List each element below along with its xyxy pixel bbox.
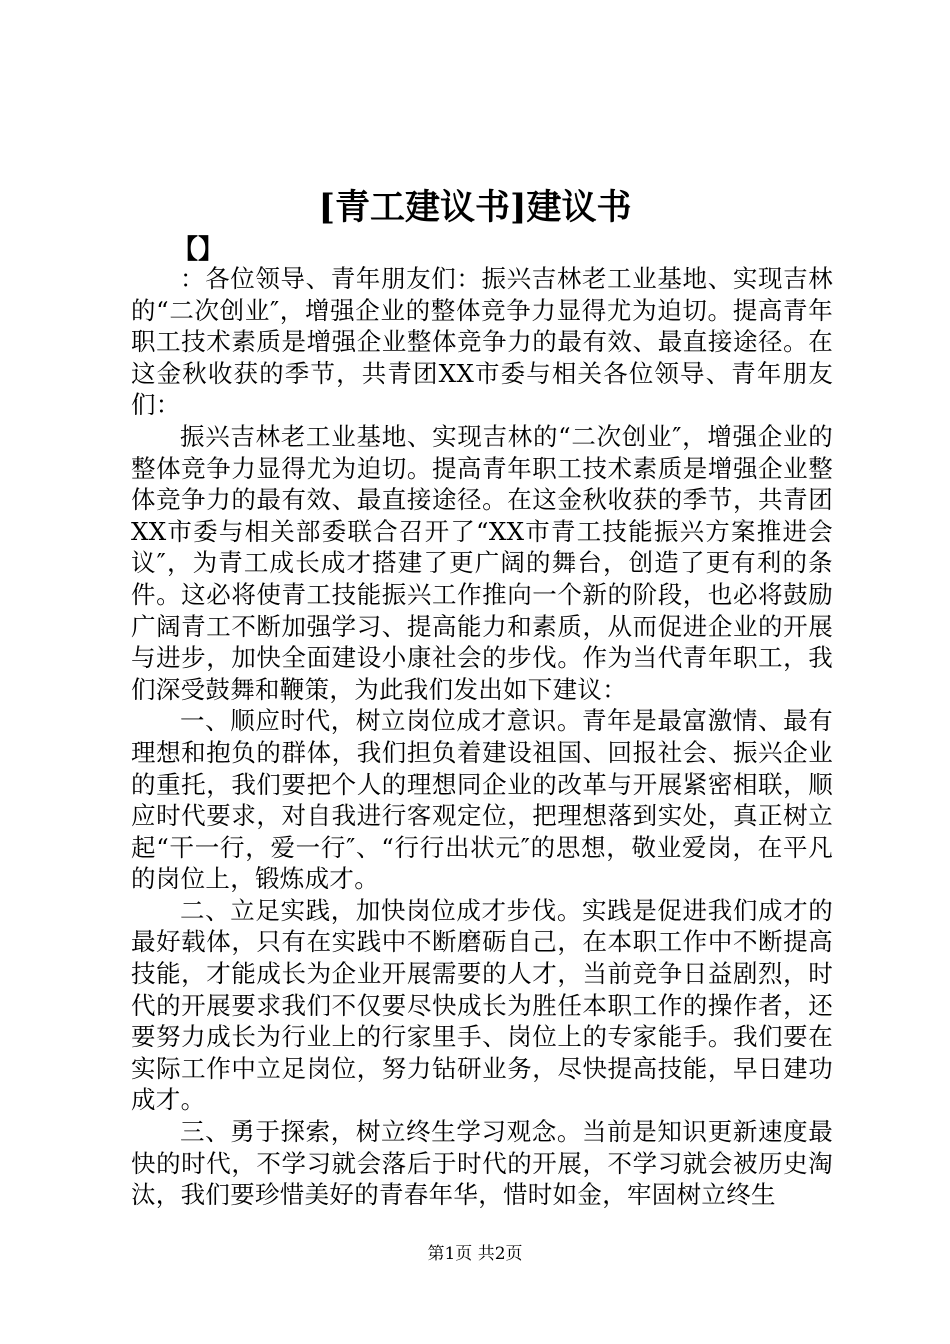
page-footer: 第1页 共2页 bbox=[427, 1244, 523, 1264]
paragraph-point-three: 三、勇于探索，树立终生学习观念。当前是知识更新速度最快的时代，不学习就会落后于时代的开展，不学习就会被历史淘汰，我们要珍惜美好的青春年华，惜时如金，牢固树立终生 bbox=[131, 1117, 833, 1210]
document-title: [青工建议书]建议书 bbox=[318, 187, 632, 228]
paragraph-greeting: ：各位领导、青年朋友们：振兴吉林老工业基地、实现吉林的“二次创业″，增强企业的整体竞争力显得尤为迫切。提高青年职工技术素质是增强企业整体竞争力的最有效、最直接途径。在这金秋收获的季节，共青团XX市委与相关各位领导、青年朋友们： bbox=[131, 264, 833, 420]
bracket-mark: 【】 bbox=[172, 235, 225, 265]
document-body bbox=[131, 263, 833, 1211]
paragraph-point-one: 一、顺应时代，树立岗位成才意识。青年是最富激情、最有理想和抱负的群体，我们担负着建设祖国、回报社会、振兴企业的重托，我们要把个人的理想同企业的改革与开展紧密相联，顺应时代要求，对自我进行客观定位，把理想落到实处，真正树立起“干一行，爱一行″、“行行出状元″的思想，敬业爱岗，在平凡的岗位上，锻炼成才。 bbox=[131, 706, 833, 894]
paragraph-intro: 振兴吉林老工业基地、实现吉林的“二次创业″，增强企业的整体竞争力显得尤为迫切。提高青年职工技术素质是增强企业整体竞争力的最有效、最直接途径。在这金秋收获的季节，共青团XX市委与相关部委联合召开了“XX市青工技能振兴方案推进会议″，为青工成长成才搭建了更广阔的舞台，创造了更有利的条件。这必将使青工技能振兴工作推向一个新的阶段，也必将鼓励广阔青工不断加强学习、提高能力和素质，从而促进企业的开展与进步，加快全面建设小康社会的步伐。作为当代青年职工，我们深受鼓舞和鞭策，为此我们发出如下建议： bbox=[131, 421, 833, 704]
paragraph-point-two: 二、立足实践，加快岗位成才步伐。实践是促进我们成才的最好载体，只有在实践中不断磨砺自己，在本职工作中不断提高技能，才能成长为企业开展需要的人才，当前竞争日益剧烈，时代的开展要求我们不仅要尽快成长为胜任本职工作的操作者，还要努力成长为行业上的行家里手、岗位上的专家能手。我们要在实际工作中立足岗位，努力钻研业务，尽快提高技能，早日建功成才。 bbox=[131, 895, 833, 1115]
